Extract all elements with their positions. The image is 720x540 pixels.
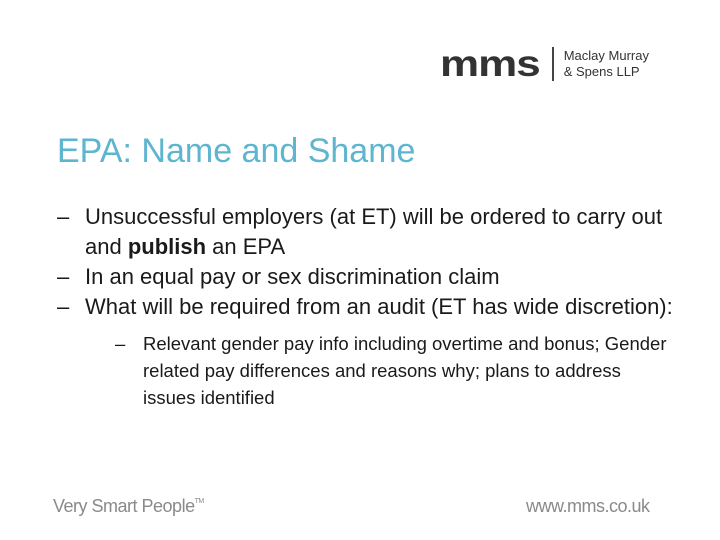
bullet-dash: – <box>57 294 70 319</box>
bullet-dash: – <box>57 204 70 229</box>
logo-line-1: Maclay Murray <box>563 48 649 63</box>
sub-bullet-dash: – <box>115 333 126 354</box>
logo-line-2: & Spens LLP <box>563 64 640 79</box>
bullet-item <box>57 292 677 411</box>
sub-bullet-item <box>115 330 677 411</box>
bullet-list <box>57 202 677 411</box>
bullet-text: Unsuccessful employers (at ET) will be ordered to carry out and <box>85 204 663 259</box>
sub-bullet-list <box>115 330 677 411</box>
bullet-text: an EPA <box>206 234 286 259</box>
footer-website[interactable]: www.mms.co.uk <box>526 496 650 516</box>
bullet-text-bold: publish <box>127 234 207 259</box>
sub-bullet-text: Relevant gender pay info including overtime and bonus; Gender related pay differences and reasons why; plans to address issues identified <box>143 333 667 408</box>
bullet-text: In an equal pay or sex discrimination claim <box>85 264 500 289</box>
bullet-text: What will be required from an audit (ET has wide discretion): <box>85 294 673 319</box>
logo-divider <box>552 47 554 81</box>
logo-mark: mms <box>440 42 540 85</box>
bullet-item <box>57 202 677 262</box>
trademark-symbol: TM <box>194 498 204 505</box>
tagline-text: Very Smart People <box>53 496 195 516</box>
bullet-dash: – <box>57 264 70 289</box>
logo-company-name <box>564 48 649 80</box>
slide-title: EPA: Name and Shame <box>57 132 416 170</box>
footer-tagline <box>53 496 204 517</box>
company-logo <box>440 42 649 86</box>
bullet-item <box>57 262 677 292</box>
